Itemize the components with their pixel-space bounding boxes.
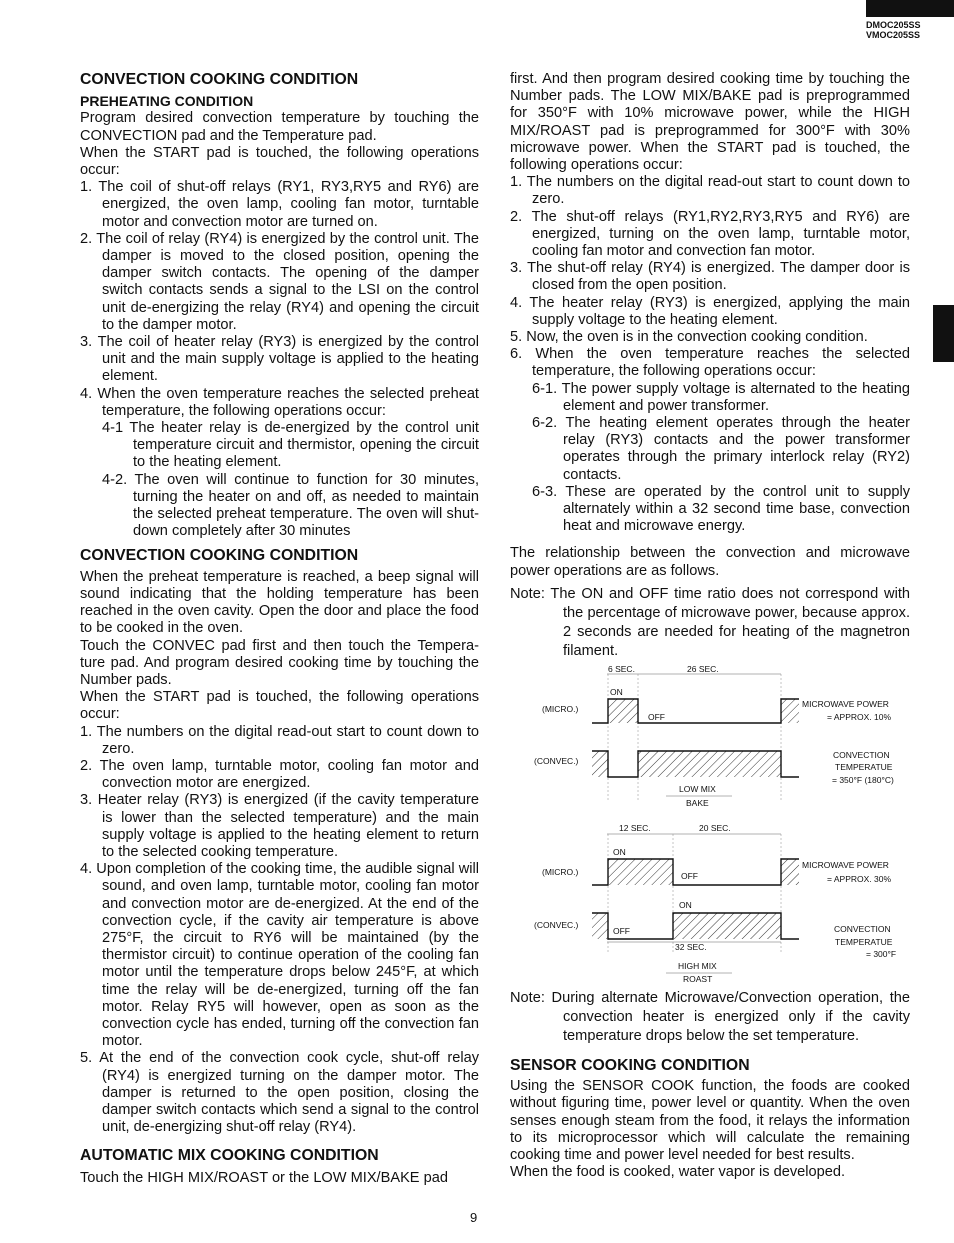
list-item: 1. The numbers on the digital read-out start to count down to zero. [80, 723, 479, 757]
list-item: 2. The oven lamp, turntable motor, cooling fan motor and convection motor are energized. [80, 757, 479, 792]
paragraph: The relationship between the convection and microwave power operations are as follows. [510, 545, 910, 579]
note: Note: The ON and OFF time ratio does not correspond with the percentage of microwave power, because approx. 2 seconds are needed for heating of the magnetron filament. [510, 585, 910, 659]
section-tab-marker [933, 305, 954, 362]
d2-micro-power-value: = APPROX. 30% [827, 874, 892, 884]
heading-sensor-cooking: SENSOR COOKING CONDITION [510, 1057, 750, 1074]
d2-micro-on-pulse-next [781, 859, 799, 885]
d2-off-convec-label: OFF [613, 926, 630, 936]
d2-on-convec-label: ON [679, 900, 692, 910]
model-numbers [866, 20, 921, 40]
list-item: 3. The coil of heater relay (RY3) is energized by the control unit and the main supply voltage is applied to the heating element. [80, 334, 479, 385]
d1-label-26sec: 26 SEC. [687, 664, 719, 674]
d2-label-12sec: 12 SEC. [619, 823, 651, 833]
d1-convection-label: CONVECTION [833, 750, 890, 760]
paragraph: When the preheat temperature is reached, a beep signal will sound indicating that the holding temperature has been reached in the oven cavity. Open the door and place the food to be cooked in the oven. [80, 568, 479, 637]
left-column [80, 71, 479, 1187]
d2-label-32sec: 32 SEC. [675, 942, 707, 952]
list-item: 3. The shut-off relay (RY4) is energized. The damper door is closed from the open position. [510, 260, 910, 294]
list-item: 1. The coil of shut-off relays (RY1, RY3,RY5 and RY6) are energized, the oven lamp, cooling fan motor, turntable motor and convection motor are turned on. [80, 179, 479, 230]
model-line-2: VMOC205SS [866, 30, 921, 40]
heading-convection-cooking: CONVECTION COOKING CONDITION [80, 71, 359, 88]
d1-convec-on-pulse [638, 751, 781, 777]
d1-convec-label: (CONVEC.) [534, 756, 579, 766]
d1-micro-power-label: MICROWAVE POWER [802, 699, 889, 709]
page-number: 9 [470, 1210, 478, 1225]
d2-label-20sec: 20 SEC. [699, 823, 731, 833]
d1-temperature-value: = 350°F (180°C) [832, 775, 894, 785]
list-item: 4. The heater relay (RY3) is energized, applying the main supply voltage to the heating element. [510, 294, 910, 328]
d1-temperature-label: TEMPERATUE [835, 762, 893, 772]
paragraph: When the START pad is touched, the following operations occur: [80, 689, 479, 723]
paragraph: first. And then program desired cooking time by touching the Number pads. The LOW MIX/BAKE pad is preprogrammed for 350°F with 10% microwave power, while the HIGH MIX/ROAST pad is preprogrammed for 300°F with 30% microwave power. When the START pad is touched, the following operations occur: [510, 71, 910, 174]
paragraph: Using the SENSOR COOK function, the foods are cooked without figuring time, power level or quantity. When the oven senses enough steam from the food, it relays the information to its microprocessor which will calculate the remaining cooking time and power level needed for best results. [510, 1078, 910, 1164]
d2-temperature-label: TEMPERATUE [835, 937, 893, 947]
model-line-1: DMOC205SS [866, 20, 921, 30]
sub-list-item: 4-2. The oven will continue to function for 30 minutes, turning the heater on and off, as needed to maintain the selected preheat temperature. The oven will shut-down completely after 30 minutes [102, 471, 479, 540]
d1-micro-on-pulse-next [781, 699, 799, 723]
right-column-lower [510, 989, 910, 1181]
right-column [510, 71, 910, 661]
d2-temperature-value: = 300°F [866, 949, 897, 959]
list-item: 4. Upon completion of the cooking time, the audible signal will sound, and oven lamp, turntable motor, cooling fan motor and convection motor are de-energized. At the end of the convection cycle, if the cavity air temperature is above 275°F, the circuit to RY6 will be maintained (by the thermistor circuit) to continue operation of the cooling fan motor until the temperature drops below 245°F, at which time the relay will be de-energized, turning off the fan motor. Relay RY5 will however, open as soon as the convection cycle has ended, turning off the convection fan motor. [80, 861, 479, 1050]
d2-micro-power-label: MICROWAVE POWER [802, 860, 889, 870]
paragraph: Touch the CONVEC pad first and then touch the Tempera-ture pad. And program desired cooking time by touching the Number pads. [80, 637, 479, 688]
d1-micro-on-pulse [608, 699, 638, 723]
sub-list-item: 6-2. The heating element operates through the heater relay (RY3) contacts and the power transformer operates through the primary interlock relay (RY2) contacts. [532, 415, 910, 483]
heading-preheating: PREHEATING CONDITION [80, 93, 254, 110]
note: Note: During alternate Microwave/Convection operation, the convection heater is energized only if the cavity temperature drops below the set temperature. [510, 990, 910, 1044]
sub-list-item: 6-1. The power supply voltage is alternated to the heating element and power transformer. [532, 380, 910, 414]
d2-convec-label: (CONVEC.) [534, 920, 579, 930]
paragraph: When the START pad is touched, the following operations occur: [80, 144, 479, 179]
list-item: 2. The coil of relay (RY4) is energized by the control unit. The damper is moved to the closed position, opening the damper switch contacts. The opening of the damper switch contacts sends a signal to the LSI on the control unit de-energizing the relay (RY4) and opening the circuit to the damper motor. [80, 230, 479, 333]
list-item: 4. When the oven temperature reaches the selected preheat temperature, the following operations occur: [80, 385, 479, 419]
paragraph: Touch the HIGH MIX/ROAST or the LOW MIX/BAKE pad [80, 1169, 448, 1186]
d2-off-micro-label: OFF [681, 871, 698, 881]
sub-list-item: 4-1 The heater relay is de-energized by the control unit temperature circuit and thermistor, opening the circuit to the heating element. [102, 420, 479, 471]
d1-off-label: OFF [648, 712, 665, 722]
d2-mode-line2: ROAST [683, 974, 713, 984]
d1-convec-on-prev [592, 751, 608, 777]
d1-micro-power-value: = APPROX. 10% [827, 712, 892, 722]
d1-on-label: ON [610, 687, 623, 697]
list-item: 5. At the end of the convection cook cycle, shut-off relay (RY4) is energized turning on the damper motor. The damper is returned to the open position, closing the damper switch contacts which send a signal to the control unit, de-energizing shut-off relay (RY4). [80, 1050, 479, 1136]
d2-convection-label: CONVECTION [834, 924, 891, 934]
list-item: 3. Heater relay (RY3) is energized (if the cavity temperature is lower than the selected temperature) and the main supply voltage is applied to the heating element to return to the selected cooking temperature. [80, 792, 479, 860]
d1-mode-line2: BAKE [686, 798, 709, 808]
d1-label-6sec: 6 SEC. [608, 664, 635, 674]
list-item: 1. The numbers on the digital read-out start to count down to zero. [510, 174, 910, 208]
d2-convec-on-prev [592, 913, 608, 939]
d2-mode-line1: HIGH MIX [678, 961, 717, 971]
d2-micro-on-pulse [608, 859, 673, 885]
d2-on-micro-label: ON [613, 847, 626, 857]
d1-mode-line1: LOW MIX [679, 784, 716, 794]
list-item: 5. Now, the oven is in the convection cooking condition. [510, 329, 868, 346]
heading-convection-cooking-2: CONVECTION COOKING CONDITION [80, 547, 359, 565]
paragraph: Program desired convection temperature by touching the CONVECTION pad and the Temperature pad. [80, 110, 479, 144]
list-item: 6. When the oven temperature reaches the selected temperature, the following operations occur: [510, 346, 910, 380]
d2-convec-on-pulse [673, 913, 781, 939]
d1-micro-label: (MICRO.) [542, 704, 579, 714]
timing-diagram [520, 660, 920, 990]
paragraph: When the food is cooked, water vapor is developed. [510, 1164, 846, 1181]
list-item: 2. The shut-off relays (RY1,RY2,RY3,RY5 and RY6) are energized, turning on the oven lamp, turntable motor, cooling fan motor and convection fan motor. [510, 208, 910, 260]
d2-micro-label: (MICRO.) [542, 867, 579, 877]
header-black-bar [866, 0, 954, 17]
sub-list-item: 6-3. These are operated by the control unit to supply alternately within a 32 second time base, convection heat and microwave energy. [532, 483, 910, 535]
heading-automatic-mix: AUTOMATIC MIX COOKING CONDITION [80, 1147, 379, 1165]
